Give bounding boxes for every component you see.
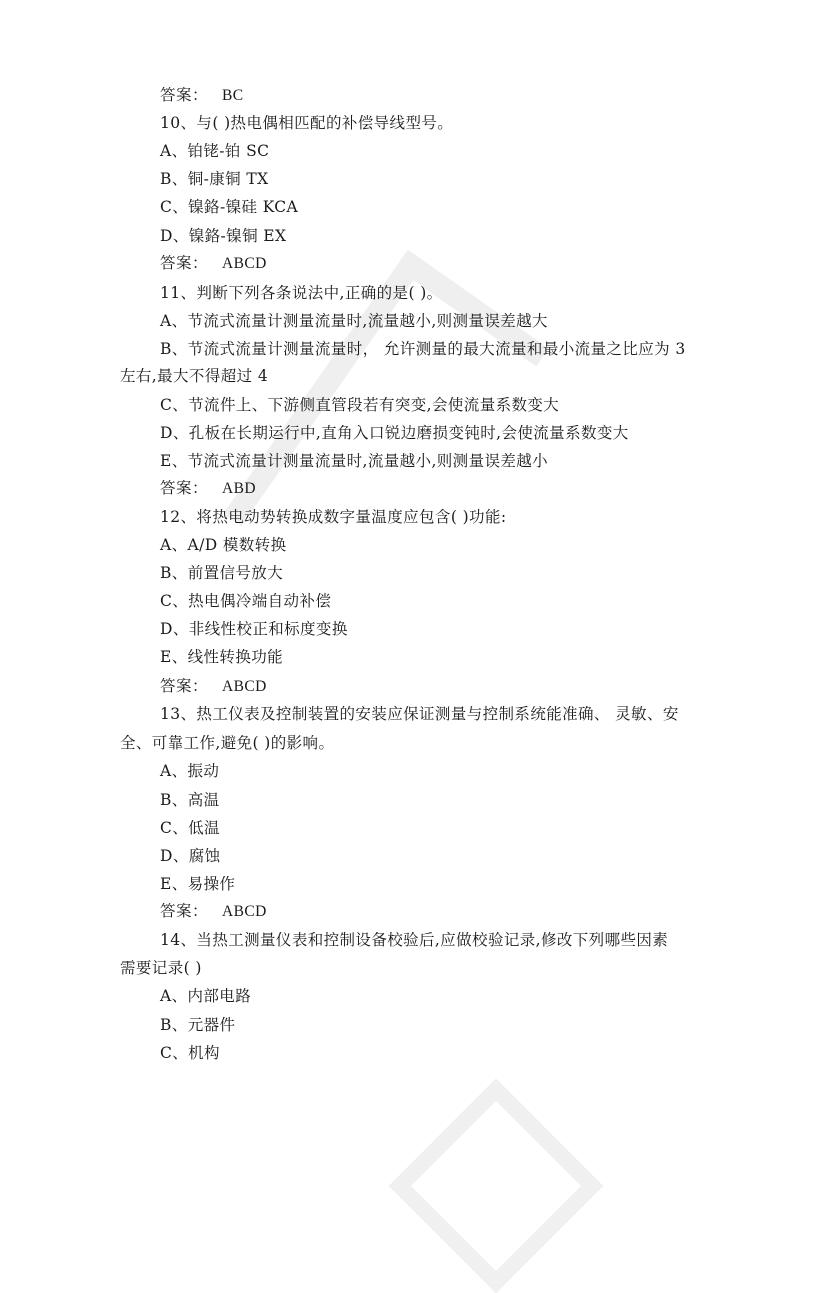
- q11-option-b: B、节流式流量计测量流量时， 允许测量的最大流量和最小流量之比应为 3: [160, 340, 686, 358]
- q11-option-b-continued: 左右,最大不得超过 4: [120, 367, 269, 385]
- question-12-text: 12、将热电动势转换成数字量温度应包含( )功能:: [160, 508, 507, 526]
- answer-value: ABCD: [222, 678, 267, 695]
- q14-option-b: B、元器件: [160, 1016, 236, 1034]
- answer-value: BC: [222, 87, 244, 104]
- answer-label: 答案：: [160, 254, 209, 272]
- q10-option-a: A、铂铑-铂 SC: [160, 142, 270, 160]
- q12-answer-line: [160, 676, 267, 697]
- q14-option-a: A、内部电路: [160, 987, 252, 1005]
- answer-label: 答案：: [160, 479, 209, 497]
- q11-option-a: A、节流式流量计测量流量时,流量越小,则测量误差越大: [160, 312, 548, 330]
- q12-option-c: C、热电偶冷端自动补偿: [160, 592, 332, 610]
- answer-label: 答案：: [160, 677, 209, 695]
- q11-option-d: D、孔板在长期运行中,直角入口锐边磨损变钝时,会使流量系数变大: [160, 424, 629, 442]
- q13-option-d: D、腐蚀: [160, 847, 221, 865]
- question-14-text-line1: 14、当热工测量仪表和控制设备校验后,应做校验记录,修改下列哪些因素: [160, 931, 669, 949]
- question-14-text-line2: 需要记录( ): [120, 959, 202, 977]
- q12-option-d: D、非线性校正和标度变换: [160, 620, 348, 638]
- q11-option-c: C、节流件上、下游侧直管段若有突变,会使流量系数变大: [160, 396, 560, 414]
- q11-answer-line: [160, 478, 256, 499]
- q13-option-c: C、低温: [160, 819, 220, 837]
- q13-option-b: B、高温: [160, 791, 220, 809]
- answer-value: ABCD: [222, 255, 267, 272]
- q10-option-d: D、镍鉻-镍铜 EX: [160, 227, 287, 245]
- answer-line: [160, 85, 244, 106]
- q12-option-b: B、前置信号放大: [160, 564, 284, 582]
- q12-option-a: A、A/D 模数转换: [160, 536, 287, 554]
- question-11-text: 11、判断下列各条说法中,正确的是( )。: [160, 284, 443, 302]
- question-10-text: 10、与( )热电偶相匹配的补偿导线型号。: [160, 114, 454, 132]
- q14-option-c: C、机构: [160, 1044, 220, 1062]
- q10-option-c: C、镍鉻-镍硅 KCA: [160, 198, 299, 216]
- q13-option-a: A、振动: [160, 762, 220, 780]
- q13-option-e: E、易操作: [160, 875, 236, 893]
- q10-option-b: B、铜-康铜 TX: [160, 170, 269, 188]
- q12-option-e: E、线性转换功能: [160, 648, 284, 666]
- question-13-text-line2: 全、可靠工作,避免( )的影响。: [120, 734, 335, 752]
- question-13-text-line1: 13、热工仪表及控制装置的安装应保证测量与控制系统能准确、 灵敏、安: [160, 705, 679, 723]
- answer-label: 答案：: [160, 86, 209, 104]
- q10-answer-line: [160, 253, 267, 274]
- q11-option-e: E、节流式流量计测量流量时,流量越小,则测量误差越小: [160, 452, 549, 470]
- answer-value: ABD: [222, 480, 256, 497]
- answer-value: ABCD: [222, 903, 267, 920]
- q13-answer-line: [160, 901, 267, 922]
- answer-label: 答案：: [160, 902, 209, 920]
